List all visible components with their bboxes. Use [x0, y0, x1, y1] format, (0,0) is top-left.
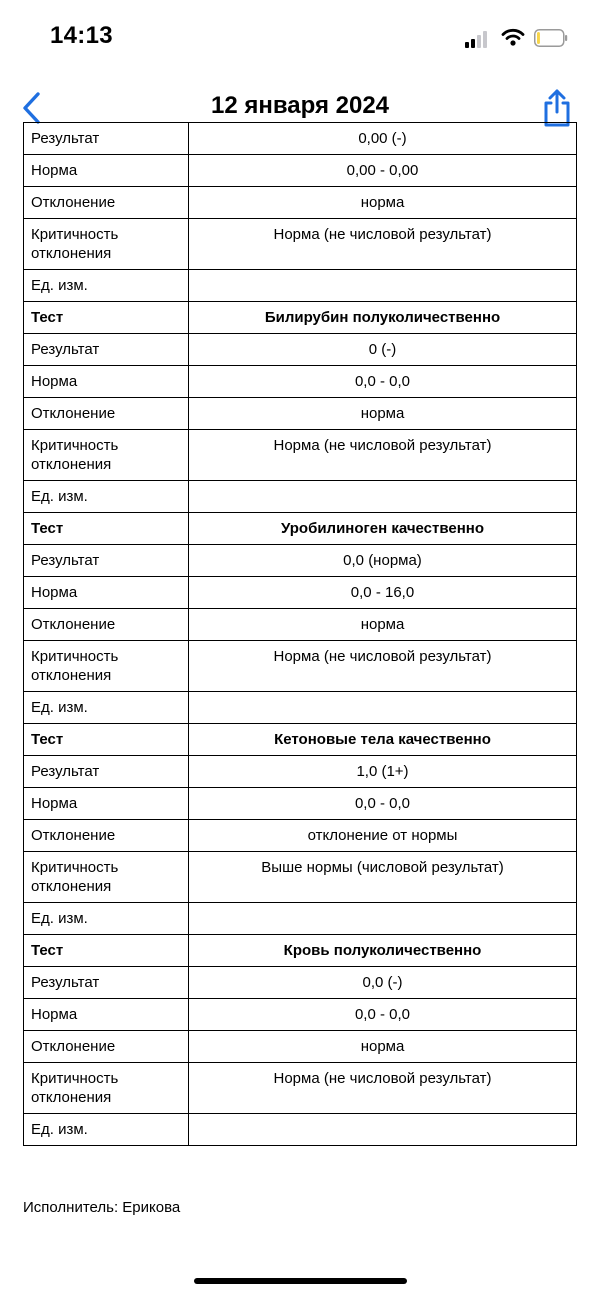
row-label: Тест	[24, 724, 189, 756]
row-label: Критичность отклонения	[24, 219, 189, 270]
table-row	[24, 1031, 577, 1063]
test-header-row	[24, 513, 577, 545]
row-label: Отклонение	[24, 609, 189, 641]
cellular-signal-icon	[465, 30, 491, 48]
row-value: 0,0 - 0,0	[189, 999, 577, 1031]
table-row	[24, 155, 577, 187]
row-label: Норма	[24, 788, 189, 820]
table-row	[24, 430, 577, 481]
page-title: 12 января 2024	[210, 92, 390, 119]
row-label: Тест	[24, 513, 189, 545]
row-label: Критичность отклонения	[24, 852, 189, 903]
table-row	[24, 545, 577, 577]
row-value: 0,0 - 0,0	[189, 366, 577, 398]
test-header-row	[24, 724, 577, 756]
table-row	[24, 1114, 577, 1146]
row-value: 0,00 - 0,00	[189, 155, 577, 187]
row-label: Результат	[24, 756, 189, 788]
row-value: 0,0 - 16,0	[189, 577, 577, 609]
row-value: 0,00 (-)	[189, 123, 577, 155]
row-value: Билирубин полуколичественно	[189, 302, 577, 334]
row-value	[189, 692, 577, 724]
status-bar	[0, 0, 600, 80]
home-indicator[interactable]	[194, 1278, 407, 1284]
row-label: Отклонение	[24, 820, 189, 852]
test-header-row	[24, 302, 577, 334]
row-label: Критичность отклонения	[24, 641, 189, 692]
table-row	[24, 481, 577, 513]
row-label: Отклонение	[24, 398, 189, 430]
row-label: Критичность отклонения	[24, 1063, 189, 1114]
row-value: Уробилиноген качественно	[189, 513, 577, 545]
row-value: 0,0 - 0,0	[189, 788, 577, 820]
row-value: норма	[189, 1031, 577, 1063]
table-row	[24, 219, 577, 270]
row-label: Норма	[24, 155, 189, 187]
table-row	[24, 187, 577, 219]
row-value	[189, 903, 577, 935]
table-row	[24, 641, 577, 692]
row-value: отклонение от нормы	[189, 820, 577, 852]
status-time: 14:13	[50, 22, 113, 49]
wifi-icon	[501, 27, 525, 47]
row-label: Ед. изм.	[24, 692, 189, 724]
row-label: Результат	[24, 123, 189, 155]
row-value: 0,0 (норма)	[189, 545, 577, 577]
table-row	[24, 270, 577, 302]
row-label: Отклонение	[24, 187, 189, 219]
row-label: Результат	[24, 545, 189, 577]
row-label: Ед. изм.	[24, 1114, 189, 1146]
row-value: Норма (не числовой результат)	[189, 1063, 577, 1114]
row-value: Норма (не числовой результат)	[189, 219, 577, 270]
table-row	[24, 967, 577, 999]
table-row	[24, 1063, 577, 1114]
row-label: Результат	[24, 334, 189, 366]
table-row	[24, 692, 577, 724]
row-value: 0 (-)	[189, 334, 577, 366]
row-value: Кровь полуколичественно	[189, 935, 577, 967]
row-value: 0,0 (-)	[189, 967, 577, 999]
table-row	[24, 756, 577, 788]
share-icon	[546, 91, 568, 125]
row-value	[189, 270, 577, 302]
row-label: Ед. изм.	[24, 270, 189, 302]
table-row	[24, 999, 577, 1031]
row-value	[189, 481, 577, 513]
table-row	[24, 903, 577, 935]
table-row	[24, 366, 577, 398]
row-label: Ед. изм.	[24, 481, 189, 513]
row-label: Норма	[24, 366, 189, 398]
row-label: Норма	[24, 577, 189, 609]
table-row	[24, 123, 577, 155]
row-value: Выше нормы (числовой результат)	[189, 852, 577, 903]
row-value: Кетоновые тела качественно	[189, 724, 577, 756]
table-row	[24, 609, 577, 641]
row-label: Норма	[24, 999, 189, 1031]
table-row	[24, 577, 577, 609]
row-label: Результат	[24, 967, 189, 999]
results-content	[23, 122, 577, 1146]
row-label: Тест	[24, 935, 189, 967]
row-label: Тест	[24, 302, 189, 334]
table-row	[24, 820, 577, 852]
results-table	[23, 122, 577, 1146]
row-label: Критичность отклонения	[24, 430, 189, 481]
row-value: норма	[189, 609, 577, 641]
row-value: Норма (не числовой результат)	[189, 430, 577, 481]
row-value	[189, 1114, 577, 1146]
row-label: Отклонение	[24, 1031, 189, 1063]
table-row	[24, 334, 577, 366]
battery-low-icon	[534, 29, 568, 47]
row-value: 1,0 (1+)	[189, 756, 577, 788]
table-row	[24, 398, 577, 430]
row-value: Норма (не числовой результат)	[189, 641, 577, 692]
table-row	[24, 788, 577, 820]
row-value: норма	[189, 187, 577, 219]
row-value: норма	[189, 398, 577, 430]
executor-note: Исполнитель: Ерикова	[23, 1199, 181, 1216]
row-label: Ед. изм.	[24, 903, 189, 935]
table-row	[24, 852, 577, 903]
test-header-row	[24, 935, 577, 967]
